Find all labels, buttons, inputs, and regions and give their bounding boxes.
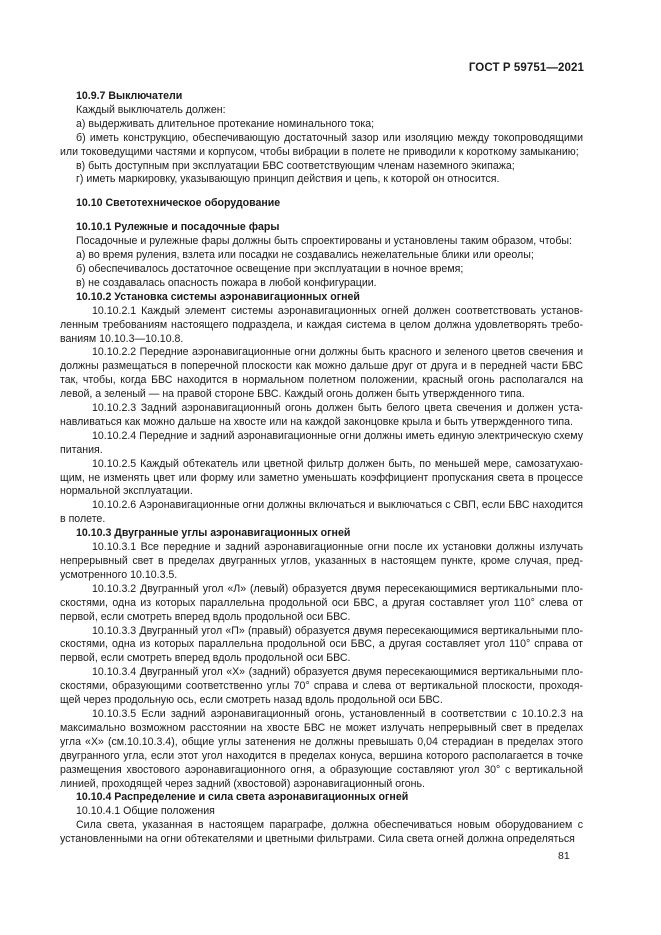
paragraph: 10.10.2.2 Передние аэронавигационные огни должны быть красного и зеленого цветов свечения и должны размещаться в поперечной плоскости как можно дальше друг от друга и в передней части БВС так, чтобы, когда БВС находится в нормальном полетном положении, красный огонь располагался на левой, а зеленый — на правой стороне БВС. Каждый огонь должен быть утвержденного типа. [60, 346, 583, 401]
paragraph: 10.10.3.2 Двугранный угол «Л» (левый) образуется двумя пересекающимися вертикальными плоскостями, одна из которых параллельна продольной оси БВС, а другая составляет угол 110° слева от первой, если смотреть вперед вдоль продольной оси БВС. [60, 582, 583, 623]
subsection-title: 10.10.4.1 Общие положения [76, 805, 215, 818]
paragraph: 10.10.2.1 Каждый элемент системы аэронавигационных огней должен соответствовать установленным требованиям настоящего подраздела, и каждая система в целом должна удовлетворять требованиям 10.10.3—10.10.8. [60, 304, 583, 345]
list-item: б) иметь конструкцию, обеспечивающую достаточный зазор или изоляцию между токопроводящими или токоведущими частями и корпусом, чтобы вибрации в полете не приводили к короткому замыканию; [60, 131, 583, 158]
list-item: в) быть доступным при эксплуатации БВС соответствующим членам наземного экипажа; [76, 159, 515, 172]
list-item: а) во время руления, взлета или посадки не создавались нежелательные блики или ореолы; [76, 249, 534, 262]
paragraph: Посадочные и рулежные фары должны быть спроектированы и установлены таким образом, чтобы: [76, 235, 572, 248]
list-item: а) выдерживать длительное протекание номинального тока; [76, 117, 375, 130]
paragraph: 10.10.3.3 Двугранный угол «П» (правый) образуется двумя пересекающимися вертикальными плоскостями, одна из которых параллельна продольной оси БВС, а другая составляет угол 110° справа от первой, если смотреть вперед вдоль продольной оси БВС. [60, 624, 583, 665]
section-heading: 10.10.2 Установка системы аэронавигационных огней [76, 290, 360, 303]
paragraph: 10.10.2.4 Передние и задний аэронавигационные огни должны иметь единую электрическую схему питания. [60, 429, 583, 456]
paragraph: 10.10.3.1 Все передние и задний аэронавигационные огни после их установки должны излучать непрерывный свет в пределах двугранных углов, указанных в настоящем пункте, кроме случая, предусмотренного 10.10.3.5. [60, 541, 583, 581]
document-code: ГОСТ Р 59751—2021 [468, 62, 584, 74]
paragraph: 10.10.2.6 Аэронавигационные огни должны включаться и выключаться с СВП, если БВС находится в полете. [60, 499, 583, 526]
paragraph: 10.10.3.5 Если задний аэронавигационный огонь, установленный в соответствии с 10.10.2.3 на максимально возможном расстоянии на хвосте БВС не может излучать непрерывный свет в пределах угла «Х» (см.10.10.3.4), общие углы затенения не должны превышать 0,04 стерадиан в пределах этого двугранного угла, если этот угол находится в пределах конуса, вершина которого располагается в точке размещения хвостового аэронавигационного огня, а образующие составляют угол 30° с вертикальной линией, проходящей через задний (хвостовой) аэронавигационный огонь. [60, 707, 583, 790]
list-item: г) иметь маркировку, указывающую принцип действия и цепь, к которой он относится. [76, 173, 500, 186]
section-heading: 10.10.1 Рулежные и посадочные фары [76, 221, 280, 234]
section-heading: 10.10 Светотехническое оборудование [76, 197, 281, 210]
list-item: б) обеспечивалось достаточное освещение при эксплуатации в ночное время; [76, 262, 464, 275]
list-item: в) не создавалась опасность пожара в любой конфигурации. [76, 276, 377, 289]
paragraph: Каждый выключатель должен: [76, 103, 226, 116]
section-heading: 10.10.4 Распределение и сила света аэронавигационных огней [76, 791, 409, 804]
paragraph: Сила света, указанная в настоящем параграфе, должна обеспечиваться новым оборудованием с установленными на огни обтекателями и цветными фильтрами. Сила света огней должна определяться [60, 819, 583, 846]
section-heading: 10.10.3 Двугранные углы аэронавигационных огней [76, 527, 351, 540]
section-heading: 10.9.7 Выключатели [76, 90, 183, 102]
paragraph: 10.10.3.4 Двугранный угол «Х» (задний) образуется двумя пересекающимися вертикальными плоскостями, образующими соответственно углы 70° справа и слева от вертикальной плоскости, проходящей через продольную ось, если смотреть назад вдоль продольной оси БВС. [60, 666, 583, 707]
document-body [60, 90, 583, 847]
page-number: 81 [558, 850, 570, 862]
paragraph: 10.10.2.5 Каждый обтекатель или цветной фильтр должен быть, по меньшей мере, самозатухающим, не изменять цвет или форму или заметно уменьшать коэффициент пропускания света в процессе нормальной эксплуатации. [60, 457, 583, 498]
paragraph: 10.10.2.3 Задний аэронавигационный огонь должен быть белого цвета свечения и должен устанавливаться как можно дальше на хвосте или на каждой законцовке крыла и быть утвержденного типа. [60, 402, 583, 428]
